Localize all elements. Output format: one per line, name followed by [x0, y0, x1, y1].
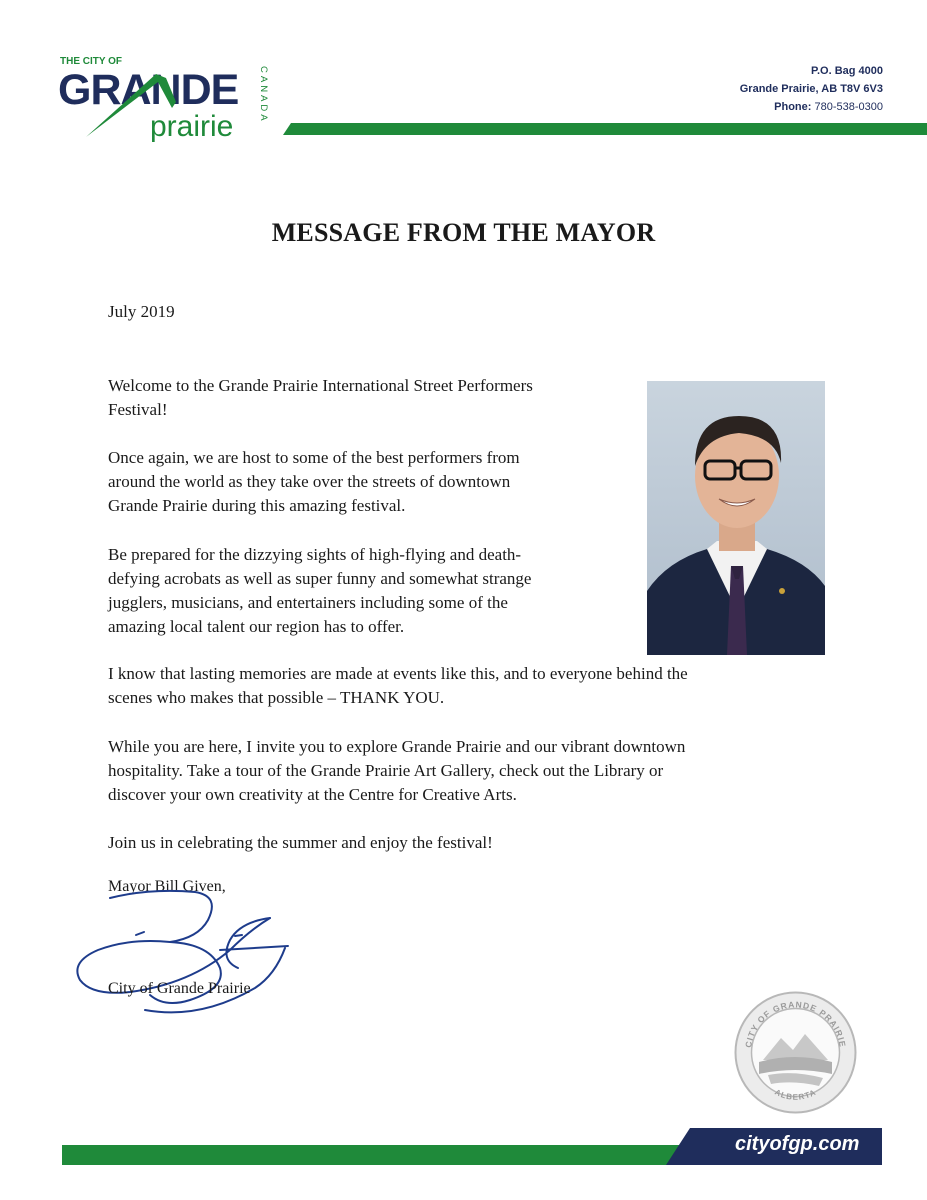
address-block [740, 62, 883, 116]
text-line: Be prepared for the dizzying sights of high-flying and death- [108, 545, 522, 564]
address-phone [740, 98, 883, 116]
text-line: around the world as they take over the streets of downtown [108, 472, 511, 491]
paragraph-acrobats [108, 543, 531, 639]
text-line: jugglers, musicians, and entertainers including some of the [108, 593, 508, 612]
paragraph-closing [108, 831, 493, 855]
text-line: defying acrobats as well as super funny and somewhat strange [108, 569, 532, 588]
logo-side: CANADA [258, 66, 269, 124]
logo-line3: prairie [150, 110, 234, 143]
footer-url[interactable]: cityofgp.com [735, 1133, 860, 1155]
letter-date: July 2019 [108, 302, 175, 321]
seal-bottom-text: ALBERTA [773, 1087, 818, 1102]
signoff-org: City of Grande Prairie [108, 980, 251, 997]
text-line: discover your own creativity at the Centre for Creative Arts. [108, 785, 517, 804]
signature [70, 880, 290, 1020]
seal-top-text: CITY OF GRANDE PRAIRIE [743, 999, 848, 1049]
phone-value: 780-538-0300 [814, 101, 883, 113]
text-line: Grande Prairie during this amazing festival. [108, 496, 406, 515]
phone-label: Phone: [774, 101, 812, 113]
text-line: hospitality. Take a tour of the Grande Prairie Art Gallery, check out the Library or [108, 761, 664, 780]
text-line: Welcome to the Grande Prairie International Street Performers [108, 376, 533, 395]
text-line: Join us in celebrating the summer and enjoy the festival! [108, 833, 493, 852]
city-seal [733, 990, 858, 1115]
text-line: scenes who makes that possible – THANK YOU. [108, 688, 445, 707]
paragraph-thanks [108, 662, 688, 710]
logo-line2: GRANDE [58, 66, 239, 114]
text-line: Once again, we are host to some of the best performers from [108, 448, 520, 467]
city-logo [58, 52, 273, 147]
city-logo-mark [58, 52, 273, 147]
paragraph-welcome [108, 374, 533, 422]
signoff-name: Mayor Bill Given, [108, 878, 226, 895]
header-rule [283, 123, 927, 135]
text-line: amazing local talent our region has to offer. [108, 617, 405, 636]
address-line1: P.O. Bag 4000 [811, 65, 883, 77]
text-line: While you are here, I invite you to explore Grande Prairie and our vibrant downtown [108, 737, 686, 756]
paragraph-explore [108, 735, 685, 807]
mayor-photo [647, 381, 825, 655]
address-line2: Grande Prairie, AB T8V 6V3 [739, 83, 883, 95]
logo-line1: THE CITY OF [60, 56, 123, 67]
text-line: I know that lasting memories are made at events like this, and to everyone behind the [108, 664, 688, 683]
page-title: MESSAGE FROM THE MAYOR [271, 218, 656, 247]
paragraph-performers [108, 446, 520, 518]
text-line: Festival! [108, 400, 168, 419]
